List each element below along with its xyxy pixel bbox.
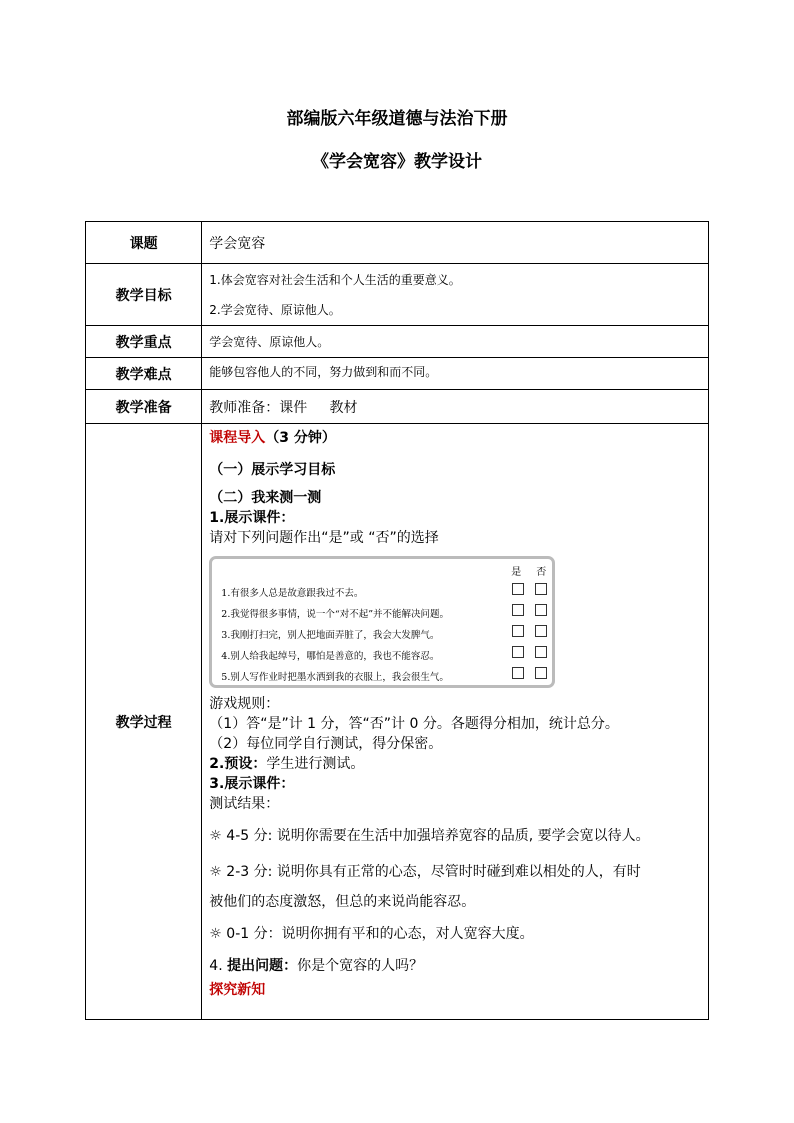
row-process — [86, 424, 709, 1020]
row-key-point — [86, 326, 709, 358]
yes-checkbox[interactable] — [512, 604, 524, 616]
intro-time: （3 分钟） — [265, 430, 336, 446]
result-item: ☼ 2-3 分: 说明你具有正常的心态，尽管时时碰到难以相处的人，有时 — [209, 864, 641, 880]
document-subtitle: 《学会宽容》教学设计 — [312, 152, 482, 172]
show-slides-1: 1.展示课件： — [209, 510, 295, 526]
intro-title: 课程导入 — [209, 430, 266, 446]
key-point-text: 学会宽待、原谅他人。 — [209, 335, 330, 349]
no-checkbox[interactable] — [535, 646, 547, 658]
preset-text: 学生进行测试。 — [266, 756, 365, 772]
yes-checkbox[interactable] — [512, 667, 524, 679]
preparation-text: 教师准备：课件 教材 — [209, 399, 358, 416]
no-checkbox[interactable] — [535, 583, 547, 595]
no-checkbox[interactable] — [535, 667, 547, 679]
question-text: 你是个宽容的人吗？ — [297, 958, 424, 974]
quiz-question: 2.我觉得很多事情，说一个“对不起”并不能解决问题。 — [221, 609, 450, 620]
rule-item: （1）答“是”计 1 分，答“否”计 0 分。各题得分相加，统计总分。 — [209, 716, 619, 732]
row-preparation — [86, 390, 709, 424]
question-prefix: 4. — [209, 958, 228, 974]
step-show-goals: （一）展示学习目标 — [209, 462, 336, 478]
question-label: 提出问题： — [227, 958, 298, 974]
label-preparation: 教学准备 — [86, 390, 202, 424]
value-process — [202, 424, 709, 1020]
rule-item: （2）每位同学自行测试，得分保密。 — [209, 736, 443, 752]
yes-checkbox[interactable] — [512, 625, 524, 637]
label-key-point: 教学重点 — [86, 326, 202, 358]
label-process: 教学过程 — [86, 424, 202, 1020]
result-item: ☼ 4-5 分: 说明你需要在生活中加强培养宽容的品质, 要学会宽以待人。 — [209, 828, 650, 844]
rules-title: 游戏规则： — [209, 696, 280, 712]
quiz-question: 1.有很多人总是故意跟我过不去。 — [221, 588, 364, 599]
no-checkbox[interactable] — [535, 625, 547, 637]
quiz-question: 5.别人写作业时把墨水洒到我的衣服上，我会很生气。 — [221, 672, 449, 683]
row-difficulty — [86, 358, 709, 390]
value-key-point — [202, 326, 709, 358]
no-checkbox[interactable] — [535, 604, 547, 616]
document-title: 部编版六年级道德与法治下册 — [286, 109, 508, 129]
explore-title: 探究新知 — [209, 982, 266, 998]
result-title: 测试结果： — [209, 796, 280, 812]
value-goals — [202, 264, 709, 326]
label-topic: 课题 — [86, 222, 202, 264]
label-difficulty: 教学难点 — [86, 358, 202, 390]
quiz-question: 3.我刚打扫完，别人把地面弄脏了，我会大发脾气。 — [221, 630, 440, 641]
quiz-yes-header: 是 — [511, 567, 522, 578]
value-difficulty — [202, 358, 709, 390]
topic-text: 学会宽容 — [209, 235, 266, 252]
value-preparation — [202, 390, 709, 424]
yes-checkbox[interactable] — [512, 646, 524, 658]
row-topic — [86, 222, 709, 264]
goal-item: 2.学会宽待、原谅他人。 — [209, 303, 341, 317]
quiz-question: 4.别人给我起绰号，哪怕是善意的，我也不能容忍。 — [221, 651, 440, 662]
result-item: ☼ 0-1 分：说明你拥有平和的心态，对人宽容大度。 — [209, 926, 534, 942]
step-self-test: （二）我来测一测 — [209, 490, 322, 506]
result-item-continued: 被他们的态度激怒，但总的来说尚能容忍。 — [209, 894, 476, 910]
yes-checkbox[interactable] — [512, 583, 524, 595]
show-slides-3: 3.展示课件： — [209, 776, 295, 792]
instruction-text: 请对下列问题作出“是”或 “否”的选择 — [209, 530, 439, 546]
row-goals — [86, 264, 709, 326]
value-topic — [202, 222, 709, 264]
quiz-figure — [209, 556, 555, 688]
lesson-plan-table — [85, 221, 709, 1020]
difficulty-text: 能够包容他人的不同，努力做到和而不同。 — [209, 365, 438, 379]
label-goals: 教学目标 — [86, 264, 202, 326]
goal-item: 1.体会宽容对社会生活和个人生活的重要意义。 — [209, 273, 461, 287]
preset-label: 2.预设： — [209, 756, 267, 772]
quiz-no-header: 否 — [536, 567, 547, 578]
